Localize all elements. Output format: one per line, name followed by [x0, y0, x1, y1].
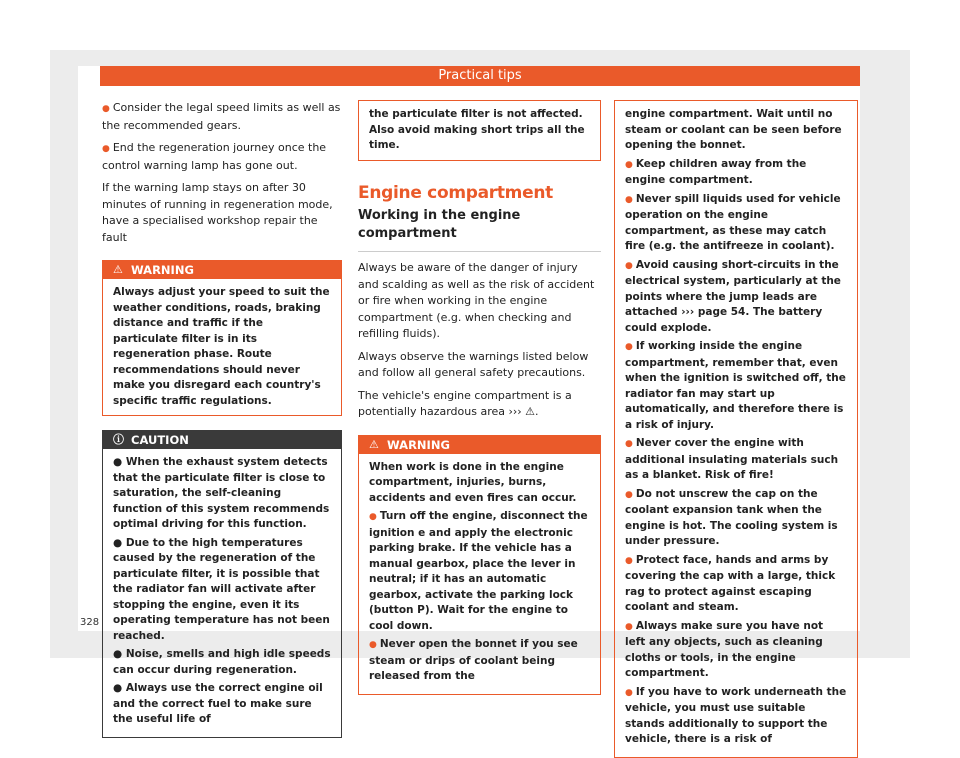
warning-box	[102, 260, 342, 416]
list-item: ● If you have to work underneath the vehicle, you must use suitable stands additionally to support the vehicle, there is a risk of	[625, 685, 847, 745]
list-item: ● When the exhaust system detects that the particulate filter is close to saturation, the self-cleaning function of this system recommends optimal driving for this function.	[113, 456, 330, 530]
caution-body	[103, 449, 341, 737]
list-item: ● Noise, smells and high idle speeds can occur during regeneration.	[113, 648, 331, 676]
bullet-item: ● End the regeneration journey once the control warning lamp has gone out.	[102, 141, 327, 172]
list-item: ● Always make sure you have not left any objects, such as cleaning cloths or tools, in the engine compartment.	[625, 619, 824, 679]
column-3	[614, 100, 858, 758]
page-number: 328	[80, 617, 100, 628]
warning-box	[358, 435, 601, 695]
warning-triangle-icon: ⚠	[113, 263, 123, 276]
list-item: ● Protect face, hands and arms by covering the cap with a large, thick rag to protect against escaping coolant and steam.	[625, 553, 836, 613]
section-title: Engine compartment	[358, 182, 553, 203]
warning-continuation-box: the particulate filter is not affected. Also avoid making short trips all the time.	[358, 100, 601, 161]
bullet-icon: ●	[102, 104, 110, 114]
warning-body: When work is done in the engine compartment, injuries, burns, accidents and even fires can occur. ● Turn off the engine, disconnect the ignition e and apply the electronic parking brake. If the vehicle has a manual gearbox, place the lever in neutral; if it has an automatic gearbox, activate the parking lock (button P). Wait for the engine to cool down. ● Never open the bonnet if you see steam or drips of coolant being released from the	[359, 454, 600, 694]
list-item: ● Never spill liquids used for vehicle operation on the engine compartment, as these may catch fire (e.g. the antifreeze in coolant).	[625, 192, 841, 252]
list-item: ● Turn off the engine, disconnect the ignition e and apply the electronic parking brake. If the vehicle has a manual gearbox, place the lever in neutral; if it has an automatic gearbox, activate the parking lock (button P). Wait for the engine to cool down.	[369, 510, 588, 632]
caution-header: ⓘ CAUTION	[103, 431, 341, 449]
list-item: ● If working inside the engine compartment, remember that, even when the ignition is switched off, the radiator fan may start up automatically, and therefore there is a risk of injury.	[625, 340, 846, 431]
caution-box	[102, 430, 342, 738]
page-header: Practical tips	[100, 66, 860, 86]
warning-header: ⚠ WARNING	[103, 261, 341, 279]
list-item: ● Due to the high temperatures caused by the regeneration of the particulate filter, it is possible that the radiator fan will activate after stopping the engine, even it its operating temperature has not been reached.	[113, 536, 330, 642]
warning-header: ⚠ WARNING	[359, 436, 600, 454]
subsection-title: Working in the engine compartment	[358, 207, 601, 252]
warning-continuation-box: engine compartment. Wait until no steam or coolant can be seen before opening the bonnet. ● Keep children away from the engine compartment. ● Never spill liquids used for vehicle operation on the engine compartment, as these may catch fire (e.g. the antifreeze in coolant). ● Avoid causing short-circuits in the electrical system, particularly at the points where the jump leads are attached ››› page 54. The battery could explode. ● If working inside the engine compartment, remember that, even when the ignition is switched off, the radiator fan may start up automatically, and therefore there is a risk of injury. ● Never cover the engine with additional insulating materials such as a blanket. Risk of fire! ● Do not unscrew the cap on the coolant expansion tank when the engine is hot. The cooling system is under pressure. ● Protect face, hands and arms by covering the cap with a large, thick rag to protect against escaping coolant and steam. ● Always make sure you have not left any objects, such as cleaning cloths or tools, in the engine compartment. ● If you have to work underneath the vehicle, you must use suitable stands additionally to support the vehicle, there is a risk of	[614, 100, 858, 758]
list-item: ● Never open the bonnet if you see steam or drips of coolant being released from the	[369, 638, 578, 682]
paragraph: Always be aware of the danger of injury and scalding as well as the risk of accident or fire when working in the engine compartment (e.g. when checking and refilling fluids).	[358, 261, 595, 340]
list-item: ● Avoid causing short-circuits in the electrical system, particularly at the points where the jump leads are attached ››› page 54. The battery could explode.	[625, 258, 841, 334]
column-2	[358, 100, 601, 695]
warning-body: Always adjust your speed to suit the weather conditions, roads, braking distance and traffic if the particulate filter is in its regeneration phase. Route recommendations should never make you disregard each country's specific traffic regulations.	[113, 286, 330, 407]
bullet-item: ● Consider the legal speed limits as well as the recommended gears.	[102, 101, 341, 132]
list-item: ● Do not unscrew the cap on the coolant expansion tank when the engine is hot. The cooling system is under pressure.	[625, 487, 838, 547]
list-item: ● Never cover the engine with additional insulating materials such as a blanket. Risk of fire!	[625, 437, 839, 481]
paragraph: If the warning lamp stays on after 30 minutes of running in regeneration mode, have a specialised workshop repair the fault	[102, 181, 333, 244]
info-circle-icon: ⓘ	[113, 433, 124, 446]
paragraph: Always observe the warnings listed below and follow all general safety precautions.	[358, 349, 589, 379]
warning-triangle-icon: ⚠	[369, 437, 379, 451]
list-item: ● Keep children away from the engine compartment.	[625, 157, 807, 186]
bullet-icon: ●	[102, 144, 110, 154]
list-item: ● Always use the correct engine oil and the correct fuel to make sure the useful life of	[113, 682, 323, 725]
paragraph: The vehicle's engine compartment is a potentially hazardous area ››› ⚠.	[358, 388, 572, 418]
column-1	[102, 100, 342, 738]
